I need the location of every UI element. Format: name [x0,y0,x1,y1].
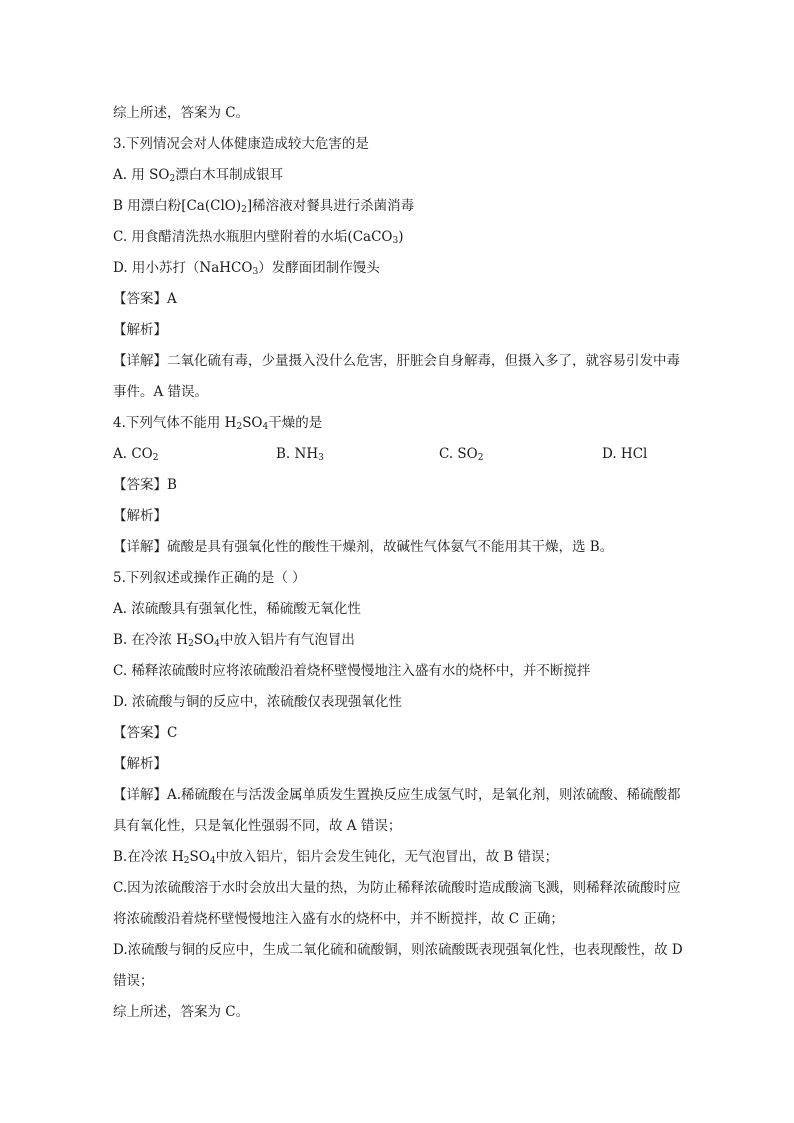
question-4-options [113,439,688,470]
question-5-option-c: C. 稀释浓硫酸时应将浓硫酸沿着烧杯壁慢慢地注入盛有水的烧杯中，并不断搅拌 [113,663,591,679]
question-5-stem: 5.下列叙述或操作正确的是（ ） [113,570,306,586]
question-4-option-c: C. $SO_2$ [439,446,484,463]
question-3-answer: 【答案】A [113,291,177,307]
question-5-detail-d: D.浓硫酸与铜的反应中，生成二氧化硫和硫酸铜，则浓硫酸既表现强氧化性，也表现酸性，故 D 错误； [113,942,683,989]
question-3-analysis-heading: 【解析】 [113,322,167,338]
question-5-detail-a: 【详解】A.稀硫酸在与活泼金属单质发生置换反应生成氢气时，是氧化剂，则浓硫酸、稀硫酸都具有氧化性，只是氧化性强弱不同，故 A 错误； [113,787,681,834]
question-4-option-d: D. HCl [602,446,648,462]
question-4-answer: 【答案】B [113,477,177,493]
question-4-option-b: B. $NH_3$ [276,446,324,463]
question-3-option-d: D. 用小苏打（NaHCO$_3$）发酵面团制作馒头 [113,260,380,277]
question-3-option-b: B 用漂白粉$[Ca(ClO)_2]$稀溶液对餐具进行杀菌消毒 [113,198,415,215]
document-body [113,98,688,1028]
question-5-answer: 【答案】C [113,725,178,741]
question-3-option-c: C. 用食醋清洗热水瓶胆内壁附着的水垢(CaCO$_3$) [113,229,404,246]
question-3-detail: 【详解】二氧化硫有毒，少量摄入没什么危害，肝脏会自身解毒，但摄入多了，就容易引发中毒事件。A 错误。 [113,353,680,400]
question-4-detail: 【详解】硫酸是具有强氧化性的酸性干燥剂，故碱性气体氨气不能用其干燥，选 B。 [113,539,614,555]
question-5-option-b: B. 在冷浓 $H_2SO_4$中放入铝片有气泡冒出 [113,632,355,649]
question-5-option-d: D. 浓硫酸与铜的反应中，浓硫酸仅表现强氧化性 [113,694,402,710]
summary-line: 综上所述，答案为 C。 [113,105,250,121]
question-5-analysis-heading: 【解析】 [113,756,167,772]
question-5-detail-b: B.在冷浓 $H_2SO_4$中放入铝片，铝片会发生钝化，无气泡冒出，故 B 错误； [113,849,559,866]
question-4-analysis-heading: 【解析】 [113,508,167,524]
question-5-summary: 综上所述，答案为 C。 [113,1004,250,1020]
question-3-stem: 3.下列情况会对人体健康造成较大危害的是 [113,136,369,152]
question-5-option-a: A. 浓硫酸具有强氧化性，稀硫酸无氧化性 [113,601,361,617]
question-3-option-a: A. 用 $SO_2$漂白木耳制成银耳 [113,167,284,184]
question-4-option-a: A. $CO_2$ [113,446,159,463]
question-5-detail-c: C.因为浓硫酸溶于水时会放出大量的热，为防止稀释浓硫酸时造成酸滴飞溅，则稀释浓硫酸时应将浓硫酸沿着烧杯壁慢慢地注入盛有水的烧杯中，并不断搅拌，故 C 正确； [113,880,681,927]
question-4-stem: 4.下列气体不能用 $H_2SO_4$干燥的是 [113,415,323,432]
